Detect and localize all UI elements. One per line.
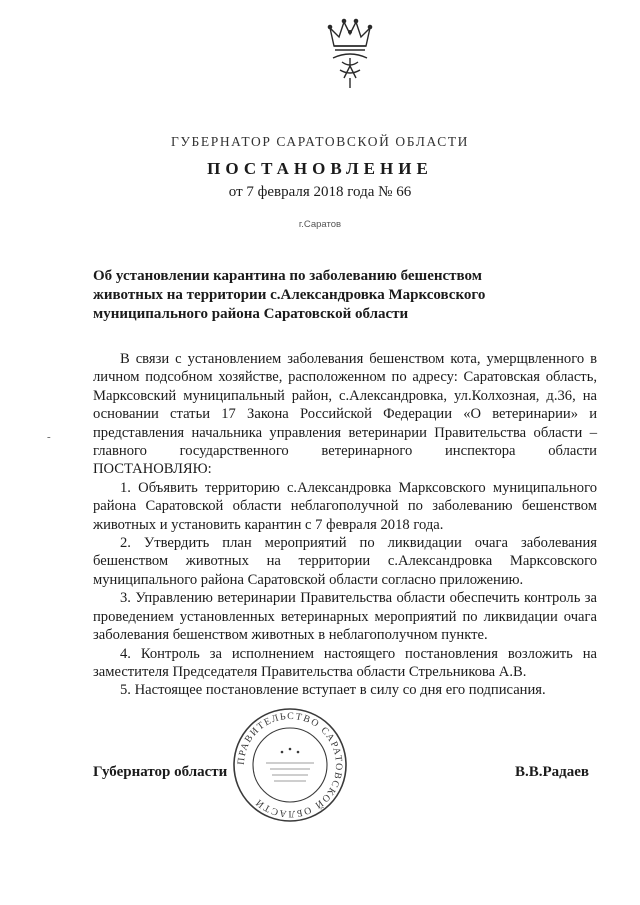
svg-text:ПРАВИТЕЛЬСТВО САРАТОВСКОЙ ОБЛА	[236, 711, 344, 819]
saratov-coat-of-arms-icon	[320, 6, 380, 90]
document-city: г.Саратов	[298, 219, 342, 230]
issuing-authority: ГУБЕРНАТОР САРАТОВСКОЙ ОБЛАСТИ	[170, 134, 470, 149]
document-body	[93, 350, 597, 700]
document-date-number: от 7 февраля 2018 года № 66	[228, 184, 412, 200]
document-type-title: ПОСТАНОВЛЕНИЕ	[207, 159, 433, 178]
clause-paragraph: 3. Управлению ветеринарии Правительства области обеспечить контроль за проведением установленных ветеринарных мероприятий по ликвидации очага заболевания бешенством животных в неблагополучном пункте.	[93, 590, 597, 644]
seal-text: ПРАВИТЕЛЬСТВО САРАТОВСКОЙ ОБЛАСТИ	[235, 710, 345, 820]
clause-paragraph: 1. Объявить территорию с.Александровка Марксовского муниципального района Саратовской области неблагополучной по заболеванию бешенством животных и установить карантин с 7 февраля 2018 года.	[93, 479, 597, 533]
subject-line: животных на территории с.Александровка Марксовского	[93, 287, 486, 303]
margin-mark: -	[47, 431, 51, 443]
round-seal-icon	[230, 705, 350, 825]
subject-line: муниципального района Саратовской области	[93, 306, 409, 322]
subject-line: Об установлении карантина по заболеванию бешенством	[93, 268, 482, 284]
clause-paragraph: 5. Настоящее постановление вступает в силу со дня его подписания.	[120, 682, 546, 699]
document-subject	[93, 267, 563, 324]
clause-paragraph: 2. Утвердить план мероприятий по ликвидации очага заболевания бешенством животных на территории с.Александровка Марксовского муниципального района Саратовской области согласно приложению.	[93, 535, 597, 588]
clause-paragraph: 4. Контроль за исполнением настоящего постановления возложить на заместителя Председателя Правительства области Стрельникова А.В.	[93, 645, 597, 680]
signatory-title: Губернатор области	[93, 764, 228, 780]
signatory-name: В.В.Радаев	[515, 764, 590, 780]
preamble-paragraph: В связи с установлением заболевания бешенством кота, умерщвленного в личном подсобном хозяйстве, расположенном по адресу: Саратовская область, Марксовский муниципальный район, с.Александровка, ул.Колхозная, д.36, на основании статьи 17 Закона Российской Федерации «О ветеринарии» и представления начальника управления ветеринарии Правительства области – главного государственного ветеринарного инспектора области ПОСТАНОВЛЯЮ:	[93, 351, 597, 478]
